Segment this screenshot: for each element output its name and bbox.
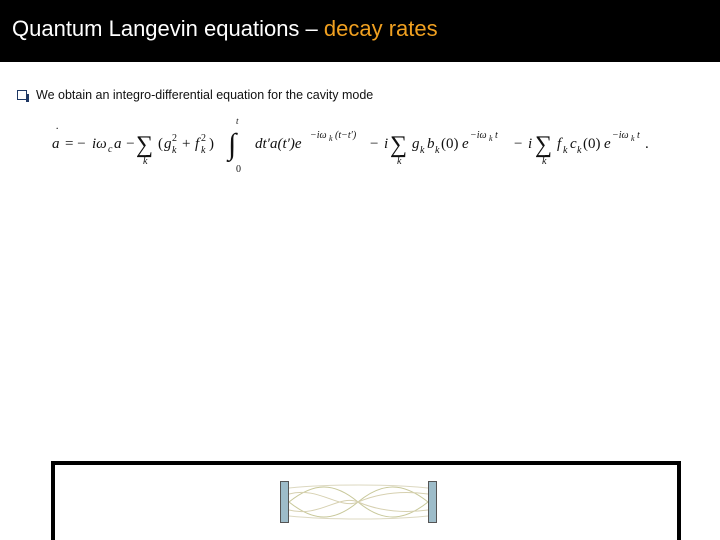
svg-text:˙: ˙ (55, 124, 60, 139)
svg-text:k: k (143, 156, 148, 167)
slide-title-accent: decay rates (323, 16, 438, 41)
svg-text:(0): (0) (441, 136, 459, 152)
bullet-text: We obtain an integro-differential equation for the cavity mode (36, 88, 374, 102)
langevin-equation (52, 112, 682, 174)
svg-text:−: − (514, 136, 523, 152)
svg-text:g: g (164, 136, 172, 152)
title-bar (0, 0, 720, 62)
svg-text:∑: ∑ (136, 132, 154, 158)
svg-text:∫: ∫ (228, 128, 237, 161)
bullet-point (17, 88, 373, 102)
svg-text:i: i (528, 136, 533, 152)
svg-text:f: f (195, 136, 200, 152)
svg-text:k: k (201, 145, 206, 156)
svg-text:iω: iω (92, 136, 107, 152)
svg-text:2: 2 (201, 133, 206, 144)
svg-text:−: − (370, 136, 379, 152)
svg-text:t: t (236, 116, 239, 126)
svg-text:e: e (604, 136, 611, 152)
svg-text:2: 2 (172, 133, 177, 144)
svg-text:−iω: −iω (310, 130, 327, 141)
svg-text:k: k (563, 145, 568, 156)
svg-text:= −: = − (65, 136, 86, 152)
cavity-mode-lines (289, 480, 428, 524)
svg-text:e: e (462, 136, 469, 152)
right-mirror-icon (428, 481, 437, 523)
svg-text:k: k (631, 134, 635, 143)
svg-text:k: k (329, 134, 333, 143)
svg-text:k: k (420, 145, 425, 156)
svg-text:g: g (412, 136, 420, 152)
svg-text:i: i (384, 136, 389, 152)
checkbox-bullet-icon (17, 90, 27, 100)
svg-text:): ) (209, 136, 214, 152)
svg-text:∑: ∑ (390, 132, 408, 158)
svg-text:k: k (397, 156, 402, 167)
svg-text:t: t (637, 130, 640, 141)
svg-text:(: ( (158, 136, 163, 152)
svg-text:(0): (0) (583, 136, 601, 152)
svg-text:0: 0 (236, 164, 241, 174)
svg-text:b: b (427, 136, 435, 152)
svg-text:t: t (495, 130, 498, 141)
svg-text:k: k (489, 134, 493, 143)
svg-text:−iω: −iω (612, 130, 629, 141)
svg-text:c: c (570, 136, 577, 152)
svg-text:k: k (577, 145, 582, 156)
svg-text:+: + (182, 136, 191, 152)
svg-text:k: k (435, 145, 440, 156)
svg-text:dt′a(t′)e: dt′a(t′)e (255, 136, 302, 152)
left-mirror-icon (280, 481, 289, 523)
svg-text:k: k (542, 156, 547, 167)
svg-text:c: c (108, 144, 113, 155)
svg-text:f: f (557, 136, 562, 152)
svg-text:.: . (645, 136, 649, 152)
slide-title-dash: – (305, 16, 324, 41)
svg-text:−iω: −iω (470, 130, 487, 141)
svg-text:a −: a − (114, 136, 136, 152)
svg-text:(t−t′): (t−t′) (335, 130, 357, 141)
svg-text:∑: ∑ (535, 132, 553, 158)
svg-text:a: a (52, 136, 60, 152)
svg-text:k: k (172, 145, 177, 156)
slide-title: Quantum Langevin equations (12, 16, 306, 41)
